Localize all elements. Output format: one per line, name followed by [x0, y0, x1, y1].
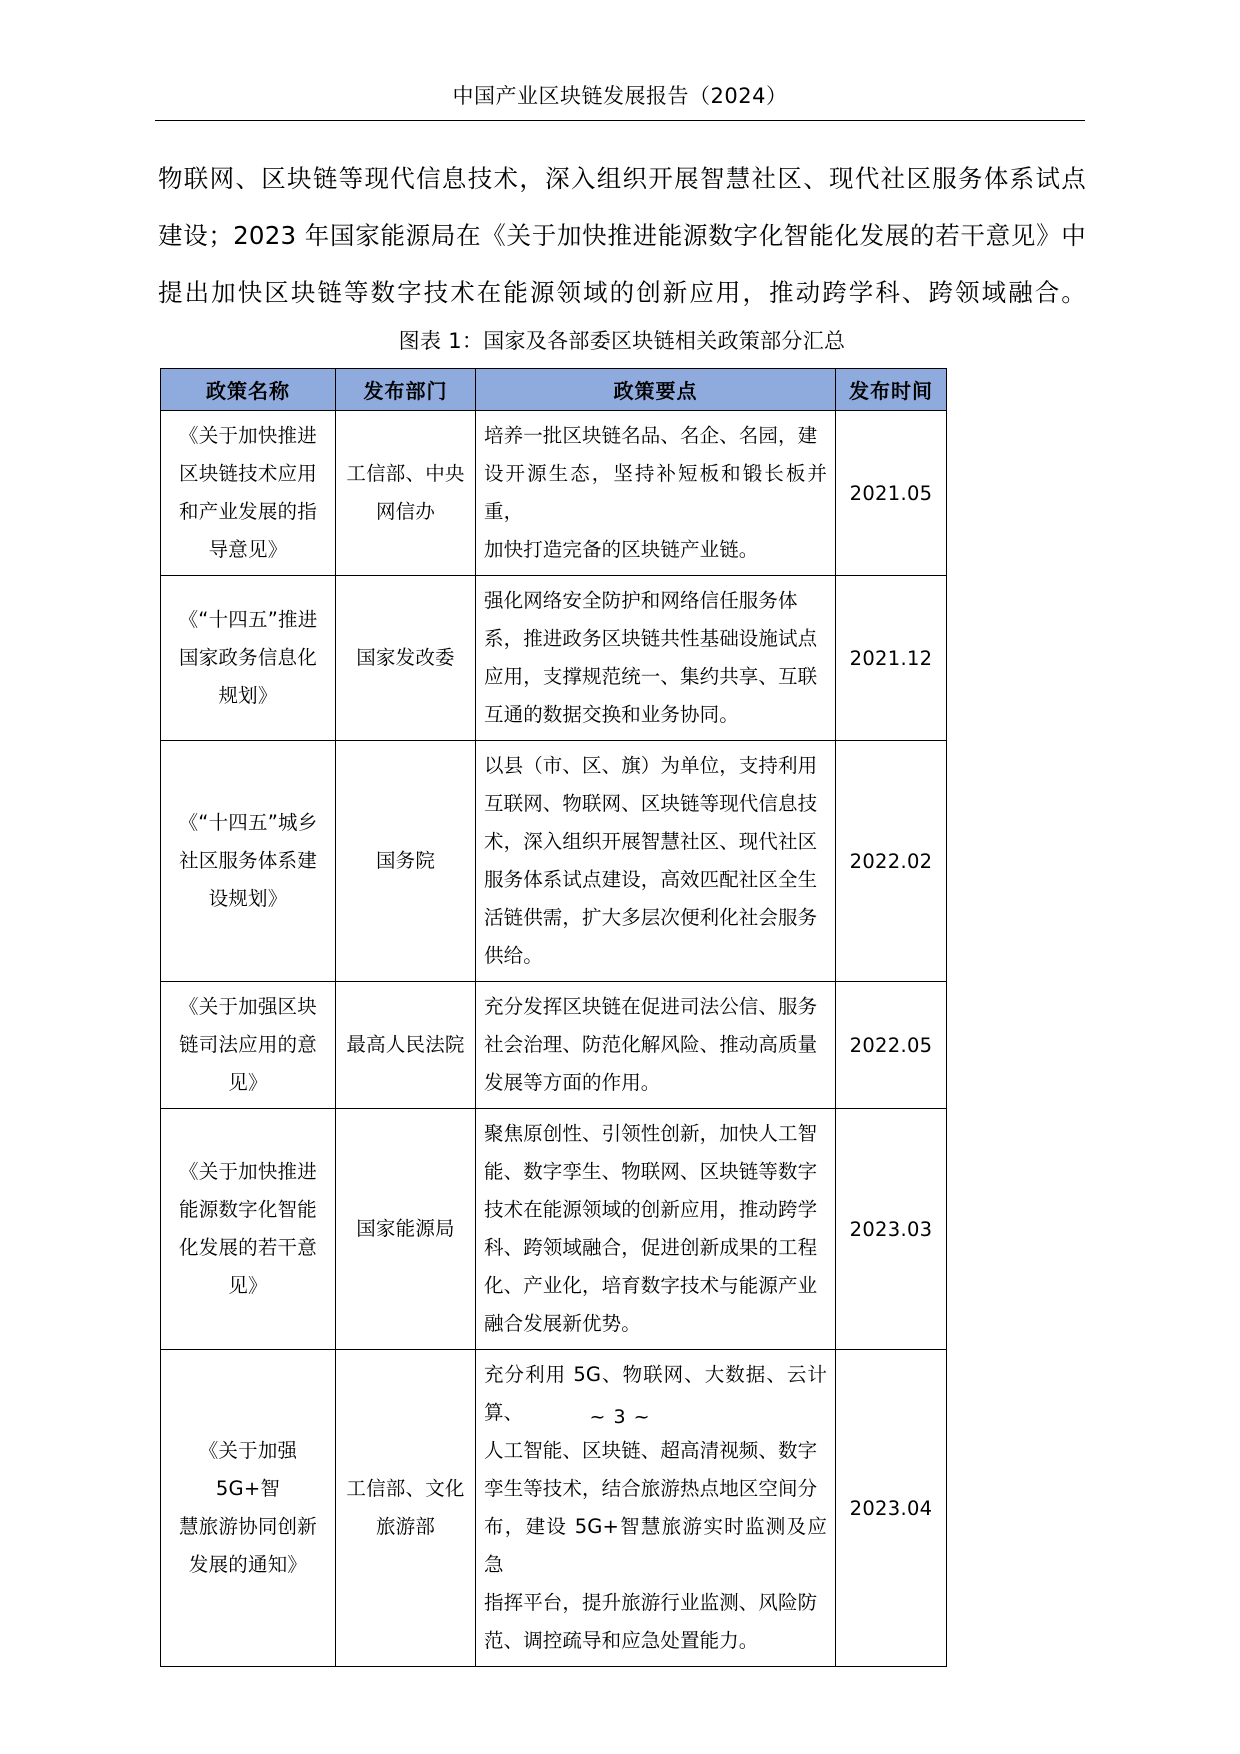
policy-name-line: 见》 — [228, 1071, 268, 1094]
cell-policy-name — [161, 982, 336, 1109]
policy-name-line: 发展的通知》 — [188, 1553, 308, 1576]
policy-point-line: 社会治理、防范化解风险、推动高质量 — [484, 1033, 818, 1056]
paragraph — [158, 150, 1086, 321]
policy-point-line: 能、数字孪生、物联网、区块链等数字 — [484, 1160, 818, 1183]
policy-point-line: 范、调控疏导和应急处置能力。 — [484, 1629, 759, 1652]
policy-point-line: 科、跨领域融合，促进创新成果的工程 — [484, 1236, 818, 1259]
department-line: 工信部、中央 — [346, 462, 465, 485]
policy-point-line: 以县（市、区、旗）为单位，支持利用 — [484, 754, 818, 777]
department-line: 网信办 — [375, 500, 436, 523]
column-header-policy-points: 政策要点 — [476, 369, 836, 411]
policy-name-line: 《关于加快推进 — [179, 1160, 317, 1183]
department-line: 最高人民法院 — [346, 1033, 465, 1056]
table-row — [161, 1350, 947, 1667]
policy-point-line: 指挥平台，提升旅游行业监测、风险防 — [484, 1591, 818, 1614]
cell-policy-points — [476, 576, 836, 741]
page-number: ~ 3 ~ — [589, 1406, 651, 1428]
policy-point-line: 技术在能源领域的创新应用，推动跨学 — [484, 1198, 818, 1221]
policy-name-line: 能源数字化智能 — [179, 1198, 317, 1221]
policy-name-line: 化发展的若干意 — [179, 1236, 317, 1259]
policy-name-line: 国家政务信息化 — [179, 646, 317, 669]
table-row — [161, 741, 947, 982]
page-header — [155, 82, 1085, 121]
policy-point-line: 术，深入组织开展智慧社区、现代社区 — [484, 830, 818, 853]
policy-name-line: 《关于加快推进 — [179, 424, 317, 447]
cell-policy-points — [476, 982, 836, 1109]
policy-point-line: 活链供需，扩大多层次便利化社会服务 — [484, 906, 818, 929]
policy-point-line: 孪生等技术，结合旅游热点地区空间分 — [484, 1477, 818, 1500]
cell-policy-name — [161, 1350, 336, 1667]
policy-name-line: 导意见》 — [208, 538, 288, 561]
policy-point-line: 系，推进政务区块链共性基础设施试点 — [484, 627, 818, 650]
policy-point-line: 融合发展新优势。 — [484, 1312, 641, 1335]
policy-point-line: 服务体系试点建设，高效匹配社区全生 — [484, 868, 818, 891]
policy-point-line: 充分利用 5G、物联网、大数据、云计算、 — [484, 1363, 827, 1424]
policy-name-line: 《“十四五”城乡 — [178, 811, 318, 834]
policy-point-line: 应用，支撑规范统一、集约共享、互联 — [484, 665, 818, 688]
policy-point-line: 强化网络安全防护和网络信任服务体 — [484, 589, 798, 612]
body-text — [158, 150, 1086, 321]
cell-release-date: 2023.03 — [836, 1109, 947, 1350]
policy-point-line: 互通的数据交换和业务协同。 — [484, 703, 739, 726]
paragraph-line: 物联网、区块链等现代信息技术，深入组织开展智慧社区、现代社区服务体系试点 — [158, 164, 1086, 193]
policy-name-line: 慧旅游协同创新 — [179, 1515, 317, 1538]
cell-department — [336, 1350, 476, 1667]
paragraph-line: 建设；2023 年国家能源局在《关于加快推进能源数字化智能化发展的若干意见》中 — [158, 221, 1086, 250]
cell-policy-name — [161, 741, 336, 982]
column-header-issuing-department: 发布部门 — [336, 369, 476, 411]
table-header-row — [161, 369, 947, 411]
policy-point-line: 聚焦原创性、引领性创新，加快人工智 — [484, 1122, 818, 1145]
policy-name-line: 社区服务体系建 — [179, 849, 317, 872]
cell-policy-points — [476, 1350, 836, 1667]
header-divider — [155, 120, 1085, 121]
cell-policy-name — [161, 411, 336, 576]
policy-table-body — [161, 411, 947, 1667]
policy-name-line: 《关于加强 5G+智 — [198, 1439, 298, 1500]
policy-name-line: 区块链技术应用 — [179, 462, 317, 485]
cell-department — [336, 411, 476, 576]
policy-point-line: 发展等方面的作用。 — [484, 1071, 661, 1094]
policy-point-line: 加快打造完备的区块链产业链。 — [484, 538, 759, 561]
department-line: 国家发改委 — [356, 646, 455, 669]
cell-policy-points — [476, 741, 836, 982]
policy-name-line: 《“十四五”推进 — [178, 608, 318, 631]
figure-caption: 图表 1：国家及各部委区块链相关政策部分汇总 — [398, 329, 846, 353]
cell-department — [336, 576, 476, 741]
table-row — [161, 982, 947, 1109]
policy-name-line: 见》 — [228, 1274, 268, 1297]
policy-name-line: 规划》 — [218, 684, 278, 707]
cell-policy-name — [161, 1109, 336, 1350]
cell-department — [336, 741, 476, 982]
cell-release-date: 2022.05 — [836, 982, 947, 1109]
cell-release-date: 2021.05 — [836, 411, 947, 576]
policy-name-line: 《关于加强区块 — [179, 995, 317, 1018]
table-row — [161, 576, 947, 741]
table-row — [161, 1109, 947, 1350]
cell-policy-points — [476, 411, 836, 576]
department-line: 旅游部 — [375, 1515, 436, 1538]
policy-point-line: 人工智能、区块链、超高清视频、数字 — [484, 1439, 818, 1462]
policy-name-line: 链司法应用的意 — [179, 1033, 317, 1056]
policy-table-container — [160, 368, 946, 1667]
policy-point-line: 设开源生态，坚持补短板和锻长板并重， — [484, 462, 827, 523]
table-row — [161, 411, 947, 576]
cell-policy-name — [161, 576, 336, 741]
department-line: 国家能源局 — [356, 1217, 455, 1240]
policy-point-line: 充分发挥区块链在促进司法公信、服务 — [484, 995, 818, 1018]
policy-point-line: 布，建设 5G+智慧旅游实时监测及应急 — [484, 1515, 827, 1576]
policy-point-line: 化、产业化，培育数字技术与能源产业 — [484, 1274, 818, 1297]
running-title: 中国产业区块链发展报告（2024） — [452, 84, 788, 108]
paragraph-line: 提出加快区块链等数字技术在能源领域的创新应用，推动跨学科、跨领域融合。 — [158, 278, 1086, 307]
policy-table — [160, 368, 947, 1667]
column-header-policy-name: 政策名称 — [161, 369, 336, 411]
column-header-release-date: 发布时间 — [836, 369, 947, 411]
cell-department — [336, 1109, 476, 1350]
cell-policy-points — [476, 1109, 836, 1350]
policy-name-line: 和产业发展的指 — [179, 500, 317, 523]
policy-point-line: 培养一批区块链名品、名企、名园，建 — [484, 424, 818, 447]
cell-release-date: 2021.12 — [836, 576, 947, 741]
policy-name-line: 设规划》 — [208, 887, 288, 910]
department-line: 工信部、文化 — [346, 1477, 465, 1500]
department-line: 国务院 — [375, 849, 436, 872]
cell-release-date: 2023.04 — [836, 1350, 947, 1667]
cell-department — [336, 982, 476, 1109]
policy-point-line: 互联网、物联网、区块链等现代信息技 — [484, 792, 818, 815]
policy-point-line: 供给。 — [484, 944, 543, 967]
cell-release-date: 2022.02 — [836, 741, 947, 982]
